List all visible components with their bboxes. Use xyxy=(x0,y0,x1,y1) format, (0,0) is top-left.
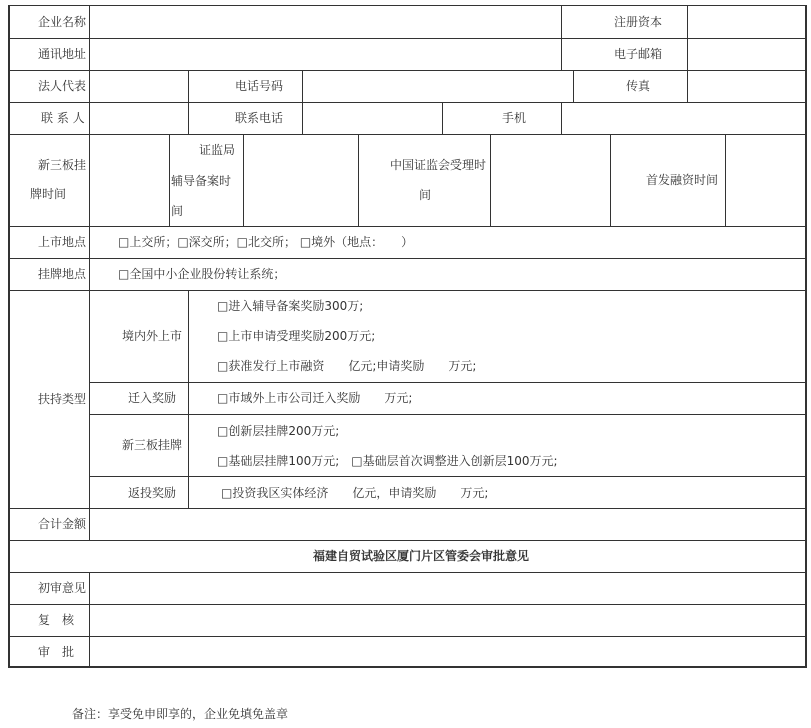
table-border xyxy=(687,5,688,70)
support-type-label: 扶持类型 xyxy=(38,392,87,406)
relocation-label: 迁入奖励 xyxy=(128,391,177,405)
domestic-option: □上市申请受理奖励200万元; xyxy=(217,329,376,343)
approval-label: 审 批 xyxy=(38,645,75,659)
table-border xyxy=(188,102,189,134)
table-border xyxy=(8,636,806,637)
table-border xyxy=(89,414,806,415)
table-border xyxy=(302,102,303,134)
contact-phone-label: 联系电话 xyxy=(235,111,284,125)
table-border xyxy=(610,134,611,226)
table-border xyxy=(302,70,303,102)
reinvest-option: □投资我区实体经济 亿元，申请奖励 万元; xyxy=(221,486,489,500)
table-border xyxy=(8,508,806,509)
phone-label: 电话号码 xyxy=(235,79,284,93)
table-border xyxy=(725,134,726,226)
footnote: 备注：享受免申即享的，企业免填免盖章 xyxy=(72,707,289,721)
neeq-option: □创新层挂牌200万元; xyxy=(217,424,340,438)
company-name-label: 企业名称 xyxy=(38,15,87,29)
csrc-accept-label: 中国证监会受理时 xyxy=(390,158,487,172)
csrc-filing-label: 证监局 xyxy=(199,143,236,157)
neeq-listing-time-label: 新三板挂 xyxy=(38,158,87,172)
fax-label: 传真 xyxy=(626,79,651,93)
table-border xyxy=(89,382,806,383)
table-border xyxy=(8,102,806,103)
domestic-listing-label: 境内外上市 xyxy=(122,329,183,343)
listing-place-options: □上交所；□深交所；□北交所； □境外（地点： ） xyxy=(118,235,414,249)
table-border xyxy=(442,102,443,134)
relocation-option: □市域外上市公司迁入奖励 万元; xyxy=(217,391,413,405)
preliminary-label: 初审意见 xyxy=(38,581,87,595)
table-border xyxy=(490,134,491,226)
domestic-option: □进入辅导备案奖励300万; xyxy=(217,299,364,313)
table-border xyxy=(561,102,562,134)
table-border xyxy=(8,540,806,541)
table-border xyxy=(687,70,688,102)
table-border xyxy=(169,134,170,226)
neeq-label: 新三板挂牌 xyxy=(122,438,183,452)
csrc-filing-label: 辅导备案时 xyxy=(171,174,232,188)
address-label: 通讯地址 xyxy=(38,47,87,61)
table-border xyxy=(8,226,806,227)
listing-place-label: 上市地点 xyxy=(38,235,87,249)
reinvest-label: 返投奖励 xyxy=(128,486,177,500)
table-border xyxy=(188,290,189,508)
email-label: 电子邮箱 xyxy=(614,47,663,61)
table-border xyxy=(8,5,10,668)
csrc-filing-label: 间 xyxy=(171,204,184,218)
table-border xyxy=(8,290,806,291)
table-border xyxy=(8,258,806,259)
mobile-label: 手机 xyxy=(502,111,527,125)
neeq-option: □基础层挂牌100万元; □基础层首次调整进入创新层100万元; xyxy=(217,454,558,468)
approval-header: 福建自贸试验区厦门片区管委会审批意见 xyxy=(313,549,530,563)
table-border xyxy=(8,134,806,135)
table-border xyxy=(573,70,574,102)
table-border xyxy=(188,70,189,102)
table-border xyxy=(89,572,90,667)
quotation-place-options: □全国中小企业股份转让系统； xyxy=(118,267,286,281)
table-border xyxy=(358,134,359,226)
table-border xyxy=(8,666,807,668)
quotation-place-label: 挂牌地点 xyxy=(38,267,87,281)
neeq-listing-time-label: 牌时间 xyxy=(30,187,67,201)
table-border xyxy=(805,5,807,668)
registered-capital-label: 注册资本 xyxy=(614,15,663,29)
review-label: 复 核 xyxy=(38,613,75,627)
csrc-accept-label: 间 xyxy=(419,188,432,202)
domestic-option: □获准发行上市融资 亿元;申请奖励 万元; xyxy=(217,359,477,373)
table-border xyxy=(8,572,806,573)
table-border xyxy=(243,134,244,226)
table-border xyxy=(561,5,562,70)
table-border xyxy=(89,476,806,477)
ipo-time-label: 首发融资时间 xyxy=(646,173,719,187)
total-label: 合计金额 xyxy=(38,517,87,531)
table-border xyxy=(8,604,806,605)
contact-label: 联 系 人 xyxy=(41,111,85,125)
legal-rep-label: 法人代表 xyxy=(38,79,87,93)
table-border xyxy=(89,5,90,540)
